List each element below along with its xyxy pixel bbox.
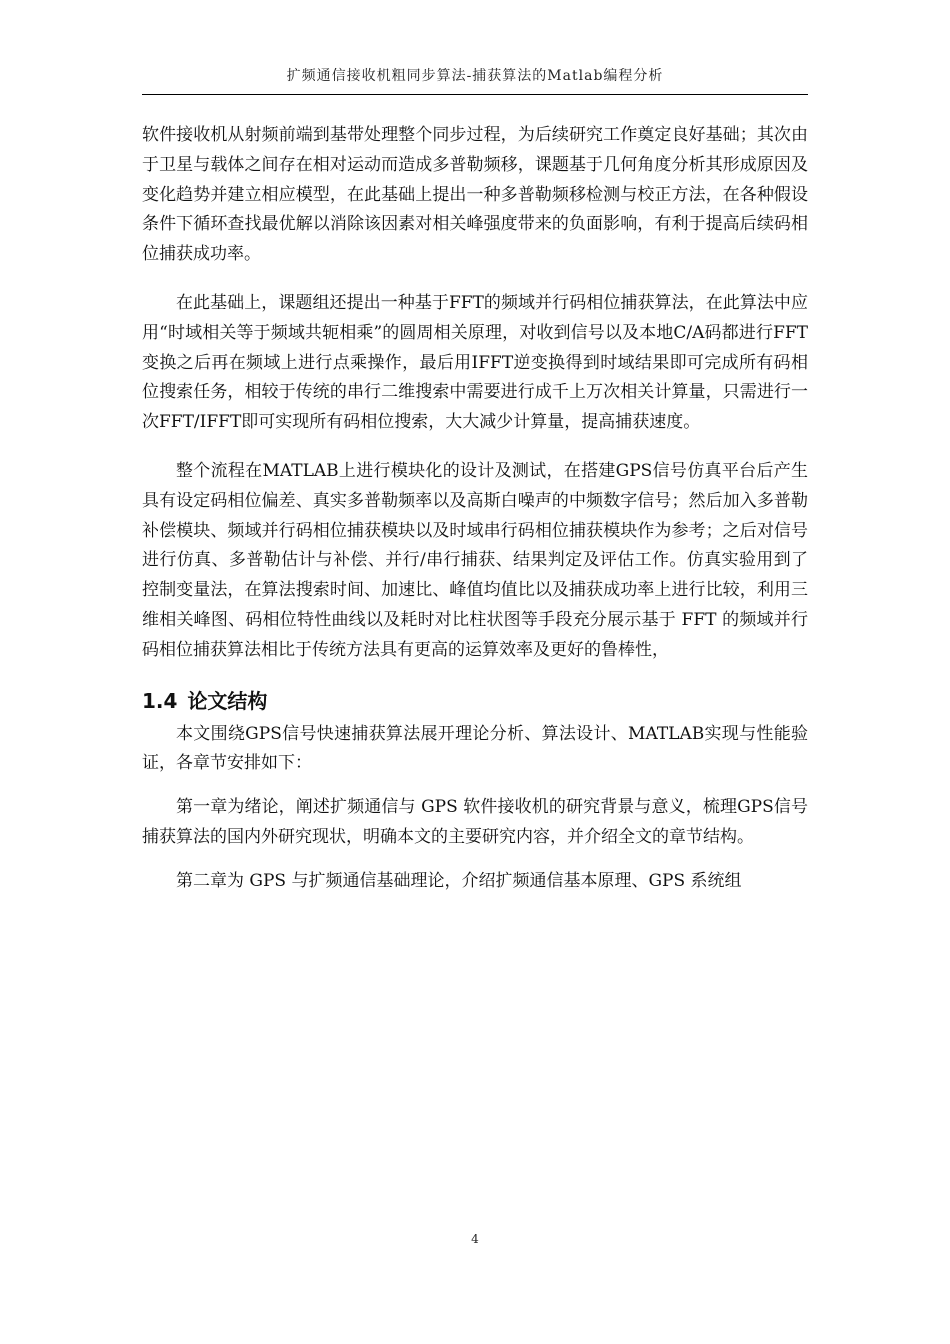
paragraph-receiver-sync: 软件接收机从射频前端到基带处理整个同步过程，为后续研究工作奠定良好基础；其次由于卫星与载体之间存在相对运动而造成多普勒频移，课题基于几何角度分析其形成原因及变化趋势并建立相应模型，在此基础上提出一种多普勒频移检测与校正方法，在各种假设条件下循环查找最优解以消除该因素对相关峰强度带来的负面影响，有利于提高后续码相位捕获成功率。 — [142, 125, 808, 265]
section-heading — [142, 688, 808, 714]
running-header: 扩频通信接收机粗同步算法-捕获算法的Matlab编程分析 — [286, 68, 664, 84]
paragraph-fft-acquisition: 在此基础上，课题组还提出一种基于FFT的频域并行码相位捕获算法，在此算法中应用“时域相关等于频域共轭相乘”的圆周相关原理，对收到信号以及本地C/A码都进行FFT变换之后再在频域上进行点乘操作，最后用IFFT逆变换得到时域结果即可完成所有码相位搜索任务，相较于传统的串行二维搜索中需要进行成千上万次相关计算量，只需进行一次FFT/IFFT即可实现所有码相位搜索，大大减少计算量，提高捕获速度。 — [142, 292, 808, 433]
section-title: 论文结构 — [187, 688, 268, 713]
section-number: 1.4 — [142, 688, 178, 713]
paragraph-matlab-flow: 整个流程在MATLAB上进行模块化的设计及测试，在搭建GPS信号仿真平台后产生具有设定码相位偏差、真实多普勒频率以及高斯白噪声的中频数字信号；然后加入多普勒补偿模块、频域并行码相位捕获模块以及时域串行码相位捕获模块作为参考；之后对信号进行仿真、多普勒估计与补偿、并行/串行捕获、结果判定及评估工作。仿真实验用到了控制变量法，在算法搜索时间、加速比、峰值均值比以及捕获成功率上进行比较，利用三维相关峰图、码相位特性曲线以及耗时对比柱状图等手段充分展示基于 FFT 的频域并行码相位捕获算法相比于传统方法具有更高的运算效率及更好的鲁棒性， — [142, 460, 808, 660]
paragraph-chapter-one: 第一章为绪论，阐述扩频通信与 GPS 软件接收机的研究背景与意义，梳理GPS信号捕获算法的国内外研究现状，明确本文的主要研究内容，并介绍全文的章节结构。 — [142, 797, 808, 847]
header-divider — [142, 94, 808, 95]
paragraph-structure-intro: 本文围绕GPS信号快速捕获算法展开理论分析、算法设计、MATLAB实现与性能验证，各章节安排如下： — [142, 723, 808, 774]
page-body — [142, 121, 808, 897]
page-number: 4 — [471, 1232, 479, 1246]
paragraph-chapter-two: 第二章为 GPS 与扩频通信基础理论，介绍扩频通信基本原理、GPS 系统组 — [176, 870, 742, 891]
